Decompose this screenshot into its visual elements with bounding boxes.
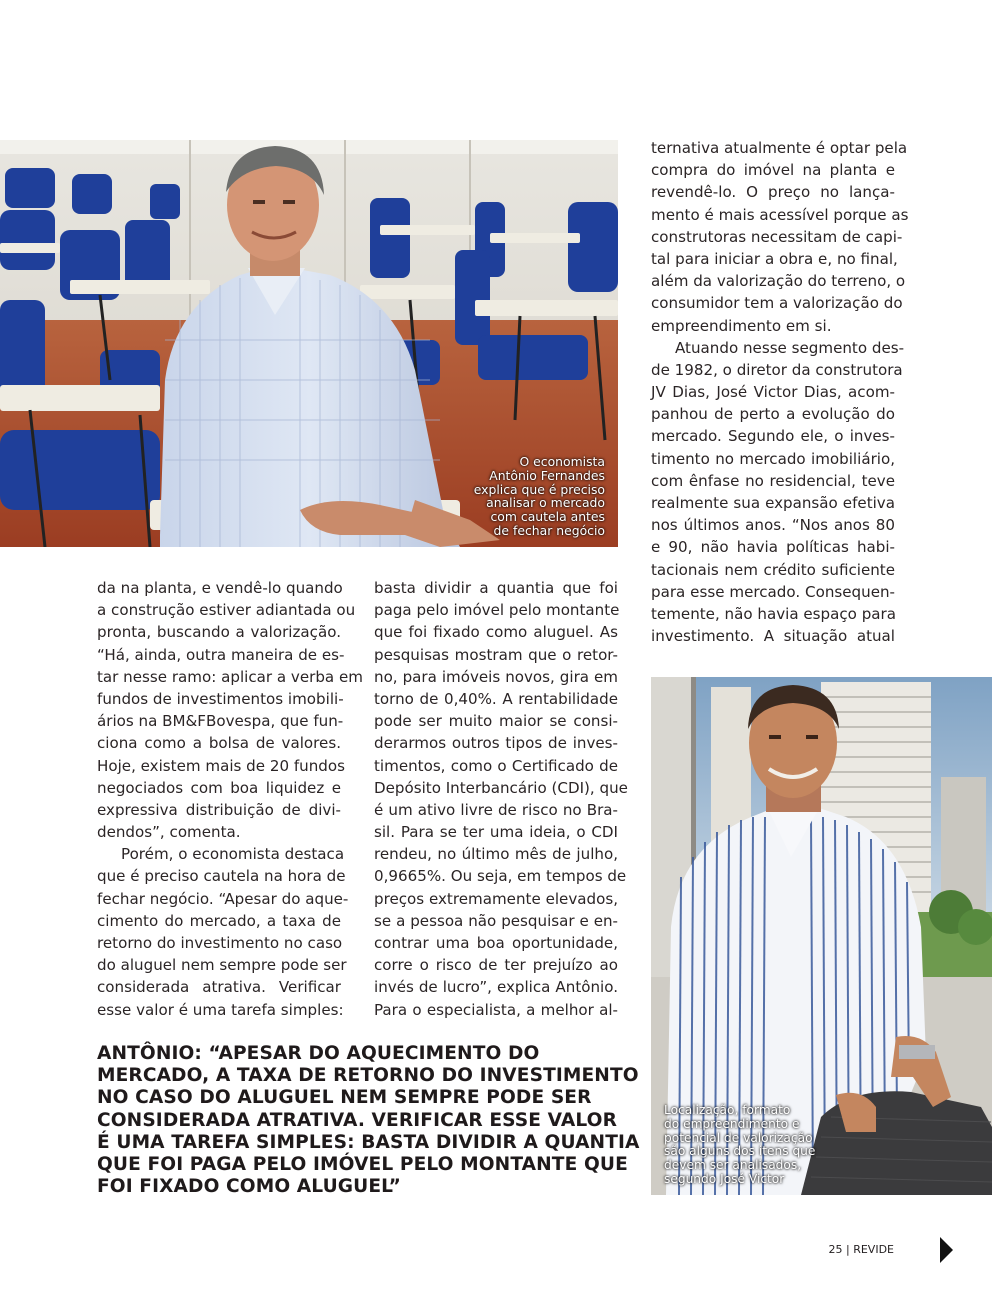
body-line: preços extremamente elevados, xyxy=(374,889,618,908)
body-line: tar nesse ramo: aplicar a verba em xyxy=(97,667,363,686)
body-line: corre o risco de ter prejuízo ao xyxy=(374,956,618,975)
body-line: Para o especialista, a melhor al- xyxy=(374,1000,618,1019)
body-line: realmente sua expansão efetiva xyxy=(651,494,895,512)
body-line: JV Dias, José Victor Dias, acom- xyxy=(651,383,895,402)
body-line: a construção estiver adiantada ou xyxy=(97,601,356,620)
body-line: Atuando nesse segmento des- xyxy=(675,338,905,357)
body-line: mento é mais acessível porque as xyxy=(651,205,909,224)
body-line: paga pelo imóvel pelo montante xyxy=(374,601,620,620)
body-line: de 1982, o diretor da construtora xyxy=(651,360,903,379)
body-line: “Há, ainda, outra maneira de es- xyxy=(97,645,345,664)
body-line: pronta, buscando a valorização. xyxy=(97,623,341,642)
body-line: tal para iniciar a obra e, no final, xyxy=(651,249,898,268)
body-line: ternativa atualmente é optar pela xyxy=(651,139,908,157)
body-line: pode ser muito maior se consi- xyxy=(374,712,618,731)
page-footer xyxy=(828,1243,894,1256)
pull-quote-line: ANTÔNIO: “APESAR DO AQUECIMENTO DO xyxy=(97,1043,540,1064)
body-line: timentos, como o Certificado de xyxy=(374,756,618,775)
body-line: derarmos outros tipos de inves- xyxy=(374,734,618,753)
body-line: para esse mercado. Consequen- xyxy=(651,582,895,601)
body-line: considerada atrativa. Verificar xyxy=(97,978,341,997)
body-line: fundos de investimentos imobili- xyxy=(97,689,344,708)
article-column-3 xyxy=(651,137,909,647)
triangle-right-icon[interactable] xyxy=(940,1237,953,1263)
body-line: se a pessoa não pesquisar e en- xyxy=(374,911,618,930)
body-line: consumidor tem a valorização do xyxy=(651,294,903,313)
body-line: nos últimos anos. “Nos anos 80 xyxy=(651,516,895,535)
pull-quote-line: FOI FIXADO COMO ALUGUEL” xyxy=(97,1176,401,1198)
body-line: que foi fixado como aluguel. As xyxy=(374,623,618,642)
pull-quote-line: É UMA TAREFA SIMPLES: BASTA DIVIDIR A QUANTIA xyxy=(97,1131,640,1153)
body-line: compra do imóvel na planta e xyxy=(651,161,895,180)
pull-quote-line: CONSIDERADA ATRATIVA. VERIFICAR ESSE VALOR xyxy=(97,1109,617,1131)
body-line: contrar uma boa oportunidade, xyxy=(374,934,618,952)
body-line: 0,9665%. Ou seja, em tempos de xyxy=(374,867,627,886)
body-line: do aluguel nem sempre pode ser xyxy=(97,956,347,975)
page-number: 25 xyxy=(828,1243,843,1256)
body-line: negociados com boa liquidez e xyxy=(97,778,341,797)
body-line: expressiva distribuição de divi- xyxy=(97,800,341,819)
body-line: torno de 0,40%. A rentabilidade xyxy=(374,689,618,708)
body-line: investimento. A situação atual xyxy=(651,627,895,646)
body-line: construtoras necessitam de capi- xyxy=(651,227,903,246)
economist-photo-caption: O economista Antônio Fernandes explica que é preciso analisar o mercado com cautela antes de fechar negócio xyxy=(473,454,605,538)
article-column-1 xyxy=(97,577,363,1021)
body-line: ciona como a bolsa de valores. xyxy=(97,734,341,753)
pull-quote-line: MERCADO, A TAXA DE RETORNO DO INVESTIMENTO xyxy=(97,1065,639,1087)
article-column-2 xyxy=(374,577,628,1021)
body-line: panhou de perto a evolução do xyxy=(651,405,895,424)
pull-quote xyxy=(97,1043,640,1198)
body-line: revendê-lo. O preço no lança- xyxy=(651,183,895,202)
body-line: além da valorização do terreno, o xyxy=(651,272,906,291)
body-line: temente, não havia espaço para xyxy=(651,604,896,623)
director-photo-caption: Localização, formato do empreendimento e potencial de valorização são alguns dos itens que devem ser analisados, segundo José Victor xyxy=(664,1103,816,1186)
body-line: dendos”, comenta. xyxy=(97,823,241,842)
body-line: sil. Para se ter uma ideia, o CDI xyxy=(374,823,618,842)
body-line: pesquisas mostram que o retor- xyxy=(374,645,618,664)
body-line: Depósito Interbancário (CDI), que xyxy=(374,778,628,797)
body-line: e 90, não havia políticas habi- xyxy=(651,538,895,557)
body-line: é um ativo livre de risco no Bra- xyxy=(374,800,618,819)
body-line: esse valor é uma tarefa simples: xyxy=(97,1000,344,1019)
body-line: empreendimento em si. xyxy=(651,316,832,335)
body-line: mercado. Segundo ele, o inves- xyxy=(651,427,895,446)
footer-separator: | xyxy=(845,1243,850,1256)
body-line: da na planta, e vendê-lo quando xyxy=(97,579,343,597)
body-line: rendeu, no último mês de julho, xyxy=(374,845,618,864)
body-line: com ênfase no residencial, teve xyxy=(651,471,895,490)
magazine-name: REVIDE xyxy=(853,1243,894,1256)
body-line: timento no mercado imobiliário, xyxy=(651,449,895,468)
body-line: cimento do mercado, a taxa de xyxy=(97,911,341,930)
body-line: que é preciso cautela na hora de xyxy=(97,867,346,886)
body-line: no, para imóveis novos, gira em xyxy=(374,667,618,686)
pull-quote-line: QUE FOI PAGA PELO IMÓVEL PELO MONTANTE QUE xyxy=(97,1154,628,1176)
body-line: ários na BM&FBovespa, que fun- xyxy=(97,712,344,731)
body-line: tacionais nem crédito suficiente xyxy=(651,560,895,579)
pull-quote-line: NO CASO DO ALUGUEL NEM SEMPRE PODE SER xyxy=(97,1087,592,1109)
body-line: Porém, o economista destaca xyxy=(121,845,345,864)
body-line: fechar negócio. “Apesar do aque- xyxy=(97,889,349,908)
body-line: Hoje, existem mais de 20 fundos xyxy=(97,756,345,775)
body-line: basta dividir a quantia que foi xyxy=(374,579,618,597)
body-line: retorno do investimento no caso xyxy=(97,934,343,952)
body-line: invés de lucro”, explica Antônio. xyxy=(374,978,618,997)
